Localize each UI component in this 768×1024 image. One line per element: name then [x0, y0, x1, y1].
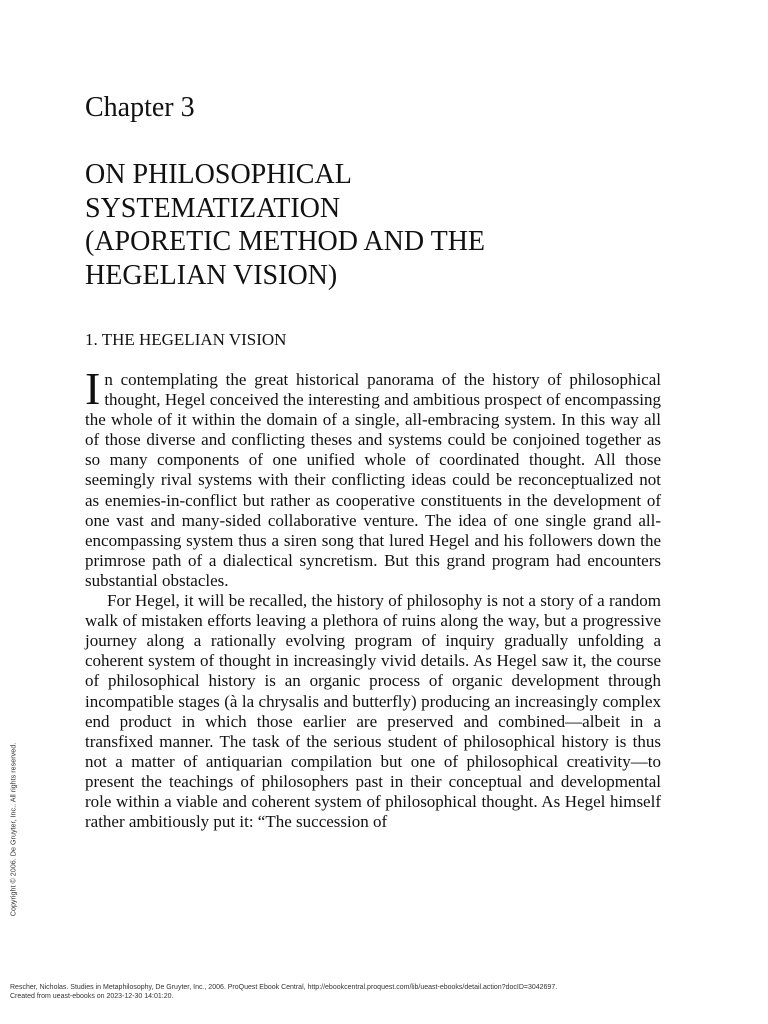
footer-citation-line: Rescher, Nicholas. Studies in Metaphilosophy, De Gruyter, Inc., 2006. ProQuest Ebook Central, http://ebookcentral.proquest.com/lib/ueast-ebooks/detail.action?docID=3042697. — [10, 984, 558, 991]
footer-created-line: Created from ueast-ebooks on 2023-12-30 14:01:20. — [10, 993, 174, 1000]
footer-citation — [10, 983, 750, 1001]
chapter-title — [85, 158, 645, 292]
paragraph-1 — [85, 363, 661, 591]
drop-cap: I — [85, 363, 101, 414]
chapter-title-line: (APORETIC METHOD AND THE — [85, 226, 486, 257]
chapter-title-line: HEGELIAN VISION) — [85, 259, 338, 291]
chapter-title-line: SYSTEMATIZATION — [85, 192, 341, 224]
chapter-label: Chapter 3 — [85, 92, 195, 123]
paragraph-2: For Hegel, it will be recalled, the history of philosophy is not a story of a random walk of mistaken efforts leaving a plethora of ruins along the way, but a progressive journey along a rationally evolving program of inquiry gradually unfolding a coherent system of thought in increasingly vivid details. As Hegel saw it, the course of philosophical history is an organic process of organic development through incompatible stages (à la chrysalis and butterfly) producing an increasingly complex end product in which those earlier are preserved and combined—albeit in a transfixed manner. The task of the serious student of philosophical history is thus not a matter of antiquarian compilation but one of philosophical creativity—to present the teachings of philosophers past in their conceptual and developmental role within a viable and coherent system of philosophical thought. As Hegel himself rather ambitiously put it: “The succession of — [85, 591, 661, 832]
body-text — [85, 363, 661, 832]
side-copyright-notice: Copyright © 2006. De Gruyter, Inc.. All rights reserved. — [8, 742, 18, 917]
chapter-title-line: ON PHILOSOPHICAL — [85, 159, 352, 190]
paragraph-1-text: n contemplating the great historical panorama of the history of philosophical thought, Hegel conceived the interesting and ambitious prospect of encompassing the whole of it within the domain of a single, all-embracing system. In this way all of those diverse and conflicting theses and systems could be conjoined together as so many components of one unified whole of coordinated thought. All those seemingly rival systems with their conflicting ideas could be reconceptualized not as enemies-in-conflict but rather as cooperative constituents in the development of one vast and many-sided collaborative venture. The idea of one single grand all-encompassing system thus a siren song that lured Hegel and his followers down the primrose path of a dialectical syncretism. But this grand program had encounters substantial obstacles. — [85, 370, 661, 590]
section-heading: 1. THE HEGELIAN VISION — [85, 330, 287, 349]
